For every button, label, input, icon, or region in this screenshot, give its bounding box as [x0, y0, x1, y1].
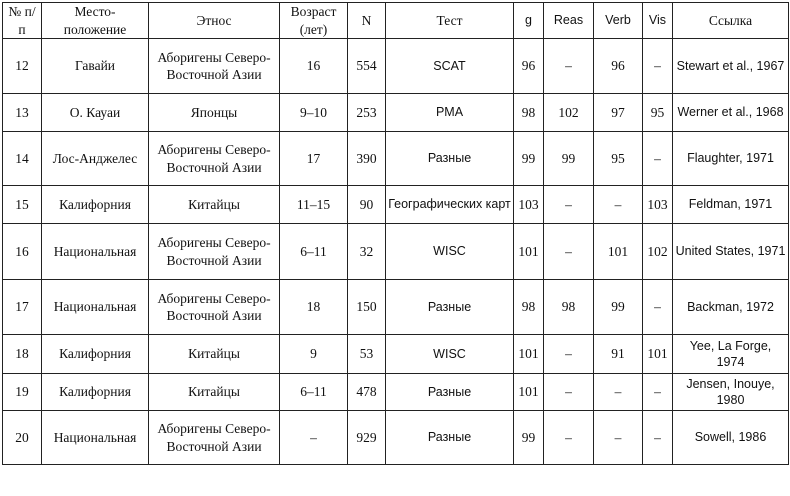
cell-location: Национальная	[42, 411, 149, 465]
cell-verb: 97	[594, 94, 643, 132]
cell-verb: 95	[594, 132, 643, 186]
cell-reas: –	[544, 374, 594, 411]
cell-ethnos: Аборигены Северо-Восточной Азии	[149, 411, 280, 465]
cell-test: WISC	[386, 224, 514, 280]
cell-ethnos: Китайцы	[149, 335, 280, 374]
header-vis: Vis	[643, 3, 673, 39]
cell-reas: –	[544, 224, 594, 280]
cell-g: 101	[514, 335, 544, 374]
cell-location: О. Кауаи	[42, 94, 149, 132]
cell-test: WISC	[386, 335, 514, 374]
cell-test: Разные	[386, 280, 514, 335]
header-age: Возраст (лет)	[280, 3, 348, 39]
cell-g: 96	[514, 39, 544, 94]
cell-ethnos: Аборигены Северо-Восточной Азии	[149, 280, 280, 335]
header-verb: Verb	[594, 3, 643, 39]
cell-test: Географических карт	[386, 186, 514, 224]
header-ethnos: Этнос	[149, 3, 280, 39]
cell-num: 13	[3, 94, 42, 132]
cell-num: 17	[3, 280, 42, 335]
table-row	[3, 132, 789, 186]
cell-ref: Werner et al., 1968	[673, 94, 789, 132]
cell-num: 16	[3, 224, 42, 280]
cell-vis: –	[643, 411, 673, 465]
cell-reas: –	[544, 39, 594, 94]
cell-location: Калифорния	[42, 374, 149, 411]
cell-age: 9–10	[280, 94, 348, 132]
cell-ref: Jensen, Inouye, 1980	[673, 374, 789, 411]
table-row	[3, 335, 789, 374]
cell-g: 101	[514, 224, 544, 280]
cell-location: Национальная	[42, 224, 149, 280]
header-g: g	[514, 3, 544, 39]
cell-verb: –	[594, 186, 643, 224]
cell-location: Национальная	[42, 280, 149, 335]
cell-n: 478	[348, 374, 386, 411]
table-row	[3, 186, 789, 224]
cell-num: 19	[3, 374, 42, 411]
cell-ref: Sowell, 1986	[673, 411, 789, 465]
cell-ethnos: Аборигены Северо-Восточной Азии	[149, 39, 280, 94]
cell-test: SCAT	[386, 39, 514, 94]
cell-num: 14	[3, 132, 42, 186]
cell-num: 20	[3, 411, 42, 465]
cell-g: 99	[514, 132, 544, 186]
cell-ethnos: Китайцы	[149, 374, 280, 411]
cell-test: PMA	[386, 94, 514, 132]
cell-ref: Yee, La Forge, 1974	[673, 335, 789, 374]
cell-n: 150	[348, 280, 386, 335]
header-num: № п/п	[3, 3, 42, 39]
cell-vis: 95	[643, 94, 673, 132]
cell-g: 98	[514, 94, 544, 132]
header-reas: Reas	[544, 3, 594, 39]
cell-n: 53	[348, 335, 386, 374]
cell-g: 99	[514, 411, 544, 465]
cell-n: 90	[348, 186, 386, 224]
cell-age: 17	[280, 132, 348, 186]
cell-age: 6–11	[280, 374, 348, 411]
cell-num: 18	[3, 335, 42, 374]
data-table	[2, 2, 789, 465]
header-row	[3, 3, 789, 39]
cell-ref: United States, 1971	[673, 224, 789, 280]
cell-n: 32	[348, 224, 386, 280]
table-row	[3, 374, 789, 411]
cell-age: –	[280, 411, 348, 465]
cell-num: 15	[3, 186, 42, 224]
cell-reas: 102	[544, 94, 594, 132]
cell-reas: –	[544, 411, 594, 465]
header-test: Тест	[386, 3, 514, 39]
cell-ethnos: Аборигены Северо-Восточной Азии	[149, 132, 280, 186]
table-row	[3, 94, 789, 132]
cell-n: 253	[348, 94, 386, 132]
cell-n: 554	[348, 39, 386, 94]
table-row	[3, 39, 789, 94]
cell-location: Гавайи	[42, 39, 149, 94]
cell-ethnos: Аборигены Северо-Восточной Азии	[149, 224, 280, 280]
cell-age: 18	[280, 280, 348, 335]
cell-reas: –	[544, 335, 594, 374]
cell-age: 16	[280, 39, 348, 94]
cell-vis: –	[643, 374, 673, 411]
cell-n: 929	[348, 411, 386, 465]
cell-verb: –	[594, 411, 643, 465]
cell-verb: 99	[594, 280, 643, 335]
cell-reas: 99	[544, 132, 594, 186]
cell-verb: 101	[594, 224, 643, 280]
cell-verb: –	[594, 374, 643, 411]
cell-verb: 96	[594, 39, 643, 94]
cell-vis: –	[643, 132, 673, 186]
cell-age: 9	[280, 335, 348, 374]
cell-num: 12	[3, 39, 42, 94]
cell-vis: –	[643, 39, 673, 94]
cell-g: 98	[514, 280, 544, 335]
table-row	[3, 411, 789, 465]
cell-g: 103	[514, 186, 544, 224]
cell-reas: 98	[544, 280, 594, 335]
cell-ref: Backman, 1972	[673, 280, 789, 335]
cell-age: 11–15	[280, 186, 348, 224]
table-row	[3, 280, 789, 335]
cell-location: Калифорния	[42, 335, 149, 374]
header-location: Место-положение	[42, 3, 149, 39]
header-n: N	[348, 3, 386, 39]
cell-ref: Feldman, 1971	[673, 186, 789, 224]
cell-vis: 102	[643, 224, 673, 280]
cell-vis: –	[643, 280, 673, 335]
header-ref: Ссылка	[673, 3, 789, 39]
cell-ref: Stewart et al., 1967	[673, 39, 789, 94]
cell-test: Разные	[386, 374, 514, 411]
cell-age: 6–11	[280, 224, 348, 280]
table-row	[3, 224, 789, 280]
cell-verb: 91	[594, 335, 643, 374]
cell-location: Калифорния	[42, 186, 149, 224]
cell-g: 101	[514, 374, 544, 411]
cell-reas: –	[544, 186, 594, 224]
cell-ethnos: Китайцы	[149, 186, 280, 224]
cell-vis: 101	[643, 335, 673, 374]
cell-test: Разные	[386, 411, 514, 465]
cell-ethnos: Японцы	[149, 94, 280, 132]
cell-location: Лос-Анджелес	[42, 132, 149, 186]
cell-test: Разные	[386, 132, 514, 186]
cell-vis: 103	[643, 186, 673, 224]
cell-ref: Flaughter, 1971	[673, 132, 789, 186]
cell-n: 390	[348, 132, 386, 186]
